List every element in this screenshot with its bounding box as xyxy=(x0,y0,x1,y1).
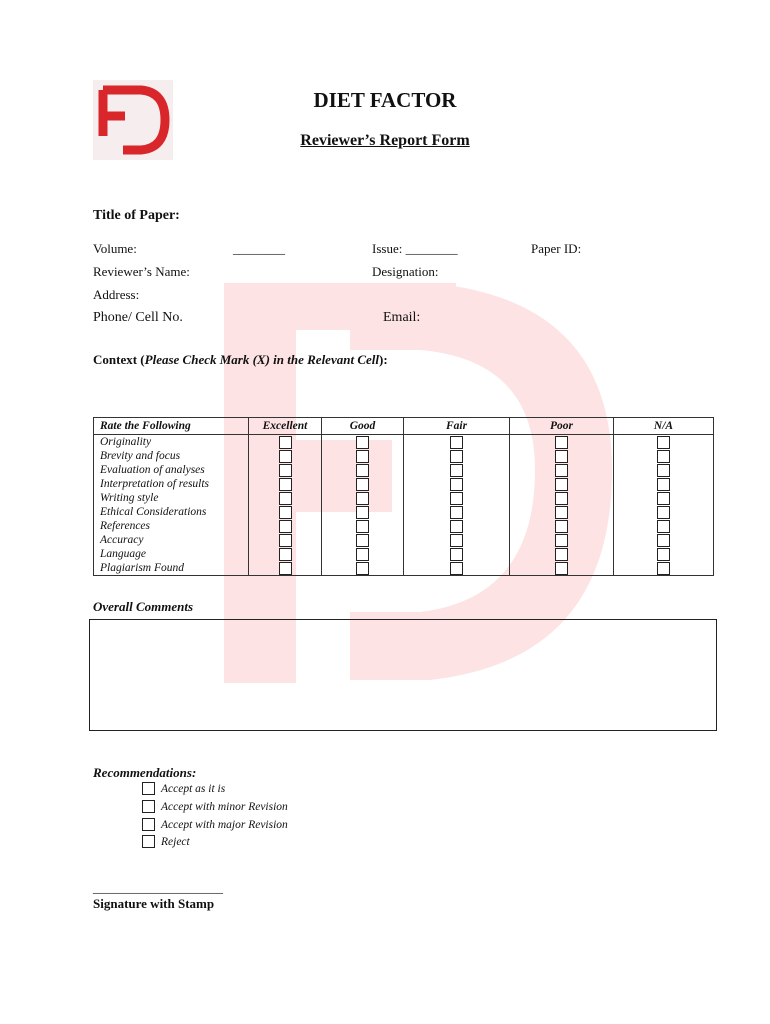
issue-field[interactable]: Issue: ________ xyxy=(372,241,458,256)
checkbox[interactable] xyxy=(142,818,155,831)
table-row xyxy=(94,463,714,477)
rating-cell xyxy=(249,463,322,477)
rating-cell xyxy=(322,519,404,533)
checkbox[interactable] xyxy=(356,548,369,561)
rating-cell xyxy=(614,463,714,477)
checkbox[interactable] xyxy=(450,492,463,505)
recommendation-minor-revision[interactable] xyxy=(142,800,288,813)
phone-field[interactable]: Phone/ Cell No. xyxy=(93,310,183,325)
rating-cell xyxy=(614,533,714,547)
rating-cell xyxy=(249,561,322,576)
checkbox[interactable] xyxy=(555,436,568,449)
rating-cell xyxy=(510,505,614,519)
checkbox[interactable] xyxy=(142,782,155,795)
rating-cell xyxy=(510,561,614,576)
rating-criterion: Interpretation of results xyxy=(94,477,249,491)
checkbox[interactable] xyxy=(657,562,670,575)
checkbox[interactable] xyxy=(279,450,292,463)
rating-cell xyxy=(322,561,404,576)
signature-line[interactable]: ____________________ xyxy=(93,880,223,895)
rating-cell xyxy=(614,449,714,463)
rating-cell xyxy=(404,477,510,491)
rating-criterion: Accuracy xyxy=(94,533,249,547)
checkbox[interactable] xyxy=(356,562,369,575)
signature-label: Signature with Stamp xyxy=(93,896,215,911)
recommendation-major-revision[interactable] xyxy=(142,818,288,831)
rating-cell xyxy=(614,477,714,491)
page-title: DIET FACTOR xyxy=(313,88,457,112)
rating-cell xyxy=(322,505,404,519)
checkbox[interactable] xyxy=(356,450,369,463)
checkbox[interactable] xyxy=(657,492,670,505)
rating-cell xyxy=(510,463,614,477)
rating-cell xyxy=(510,435,614,450)
rating-cell xyxy=(322,435,404,450)
table-row xyxy=(94,449,714,463)
checkbox[interactable] xyxy=(279,520,292,533)
table-row xyxy=(94,547,714,561)
table-row xyxy=(94,505,714,519)
table-row xyxy=(94,519,714,533)
checkbox[interactable] xyxy=(657,548,670,561)
checkbox[interactable] xyxy=(555,506,568,519)
recommendation-reject[interactable] xyxy=(142,835,190,848)
checkbox[interactable] xyxy=(657,478,670,491)
rating-cell xyxy=(404,505,510,519)
checkbox[interactable] xyxy=(657,464,670,477)
checkbox[interactable] xyxy=(450,464,463,477)
paper-id-field[interactable]: Paper ID: xyxy=(531,241,582,256)
context-heading xyxy=(93,352,388,368)
rating-cell xyxy=(404,561,510,576)
header-good: Good xyxy=(322,418,404,435)
checkbox[interactable] xyxy=(450,450,463,463)
checkbox[interactable] xyxy=(279,464,292,477)
checkbox[interactable] xyxy=(450,534,463,547)
context-suffix: ): xyxy=(378,352,388,367)
rating-cell xyxy=(249,449,322,463)
form-subtitle: Reviewer’s Report Form xyxy=(300,132,470,149)
table-row xyxy=(94,533,714,547)
checkbox[interactable] xyxy=(450,548,463,561)
rating-table xyxy=(93,417,714,576)
rating-cell xyxy=(614,435,714,450)
checkbox[interactable] xyxy=(450,562,463,575)
context-instruction: Please Check Mark (X) in the Relevant Cell xyxy=(144,352,379,367)
rating-cell xyxy=(404,463,510,477)
rating-cell xyxy=(322,449,404,463)
rating-cell xyxy=(404,449,510,463)
rating-cell xyxy=(510,477,614,491)
checkbox[interactable] xyxy=(657,450,670,463)
address-field[interactable]: Address: xyxy=(93,287,140,302)
rating-cell xyxy=(322,463,404,477)
checkbox[interactable] xyxy=(450,506,463,519)
table-row xyxy=(94,477,714,491)
checkbox[interactable] xyxy=(142,800,155,813)
rating-criterion: Ethical Considerations xyxy=(94,505,249,519)
header-fair: Fair xyxy=(404,418,510,435)
title-of-paper-label: Title of Paper: xyxy=(93,208,180,223)
rating-cell xyxy=(322,477,404,491)
rating-criterion: Plagiarism Found xyxy=(94,561,249,576)
rating-cell xyxy=(322,547,404,561)
rating-cell xyxy=(404,533,510,547)
header-excellent: Excellent xyxy=(249,418,322,435)
checkbox[interactable] xyxy=(555,562,568,575)
checkbox[interactable] xyxy=(356,436,369,449)
rating-cell xyxy=(614,491,714,505)
rating-cell xyxy=(614,519,714,533)
checkbox[interactable] xyxy=(657,436,670,449)
recommendation-label: Accept as it is xyxy=(161,782,226,795)
designation-field[interactable]: Designation: xyxy=(372,264,439,279)
checkbox[interactable] xyxy=(555,534,568,547)
volume-field[interactable]: ________ xyxy=(233,241,285,256)
reviewer-name-field[interactable]: Reviewer’s Name: xyxy=(93,264,190,279)
recommendation-label: Accept with major Revision xyxy=(161,818,288,831)
recommendations-heading: Recommendations: xyxy=(93,765,197,780)
checkbox[interactable] xyxy=(356,506,369,519)
rating-cell xyxy=(322,491,404,505)
table-row xyxy=(94,435,714,450)
rating-cell xyxy=(404,435,510,450)
checkbox[interactable] xyxy=(555,478,568,491)
rating-criterion: Evaluation of analyses xyxy=(94,463,249,477)
rating-cell xyxy=(614,505,714,519)
rating-cell xyxy=(404,547,510,561)
table-row xyxy=(94,491,714,505)
rating-cell xyxy=(249,533,322,547)
overall-comments-textarea[interactable] xyxy=(89,619,717,731)
checkbox[interactable] xyxy=(450,478,463,491)
overall-comments-heading: Overall Comments xyxy=(93,599,194,614)
rating-cell xyxy=(614,561,714,576)
rating-cell xyxy=(249,505,322,519)
checkbox[interactable] xyxy=(356,492,369,505)
context-prefix: Context ( xyxy=(93,352,145,367)
header-poor: Poor xyxy=(510,418,614,435)
checkbox[interactable] xyxy=(142,835,155,848)
rating-criterion: References xyxy=(94,519,249,533)
rating-cell xyxy=(249,477,322,491)
header-rate-the-following: Rate the Following xyxy=(94,418,249,435)
checkbox[interactable] xyxy=(657,506,670,519)
table-row xyxy=(94,561,714,576)
volume-label: Volume: xyxy=(93,241,137,256)
checkbox[interactable] xyxy=(356,464,369,477)
email-field[interactable]: Email: xyxy=(383,310,421,325)
rating-cell xyxy=(510,533,614,547)
rating-cell xyxy=(249,491,322,505)
checkbox[interactable] xyxy=(279,436,292,449)
rating-cell xyxy=(614,547,714,561)
rating-cell xyxy=(510,449,614,463)
rating-cell xyxy=(249,435,322,450)
rating-criterion: Brevity and focus xyxy=(94,449,249,463)
checkbox[interactable] xyxy=(279,534,292,547)
checkbox[interactable] xyxy=(279,562,292,575)
checkbox[interactable] xyxy=(555,450,568,463)
rating-criterion: Language xyxy=(94,547,249,561)
rating-cell xyxy=(249,519,322,533)
header-na: N/A xyxy=(614,418,714,435)
checkbox[interactable] xyxy=(279,506,292,519)
rating-cell xyxy=(404,491,510,505)
checkbox[interactable] xyxy=(555,464,568,477)
recommendation-accept-as-is[interactable] xyxy=(142,782,225,795)
rating-cell xyxy=(404,519,510,533)
checkbox[interactable] xyxy=(279,478,292,491)
checkbox[interactable] xyxy=(450,520,463,533)
checkbox[interactable] xyxy=(555,548,568,561)
checkbox[interactable] xyxy=(356,520,369,533)
rating-cell xyxy=(322,533,404,547)
rating-cell xyxy=(249,547,322,561)
checkbox[interactable] xyxy=(279,492,292,505)
rating-cell xyxy=(510,519,614,533)
rating-criterion: Writing style xyxy=(94,491,249,505)
recommendation-label: Reject xyxy=(161,835,190,848)
rating-cell xyxy=(510,491,614,505)
checkbox[interactable] xyxy=(356,534,369,547)
checkbox[interactable] xyxy=(279,548,292,561)
rating-cell xyxy=(510,547,614,561)
rating-table-header xyxy=(94,418,714,435)
checkbox[interactable] xyxy=(555,520,568,533)
checkbox[interactable] xyxy=(356,478,369,491)
rating-criterion: Originality xyxy=(94,435,249,450)
checkbox[interactable] xyxy=(657,520,670,533)
recommendation-label: Accept with minor Revision xyxy=(161,800,288,813)
checkbox[interactable] xyxy=(450,436,463,449)
checkbox[interactable] xyxy=(657,534,670,547)
checkbox[interactable] xyxy=(555,492,568,505)
